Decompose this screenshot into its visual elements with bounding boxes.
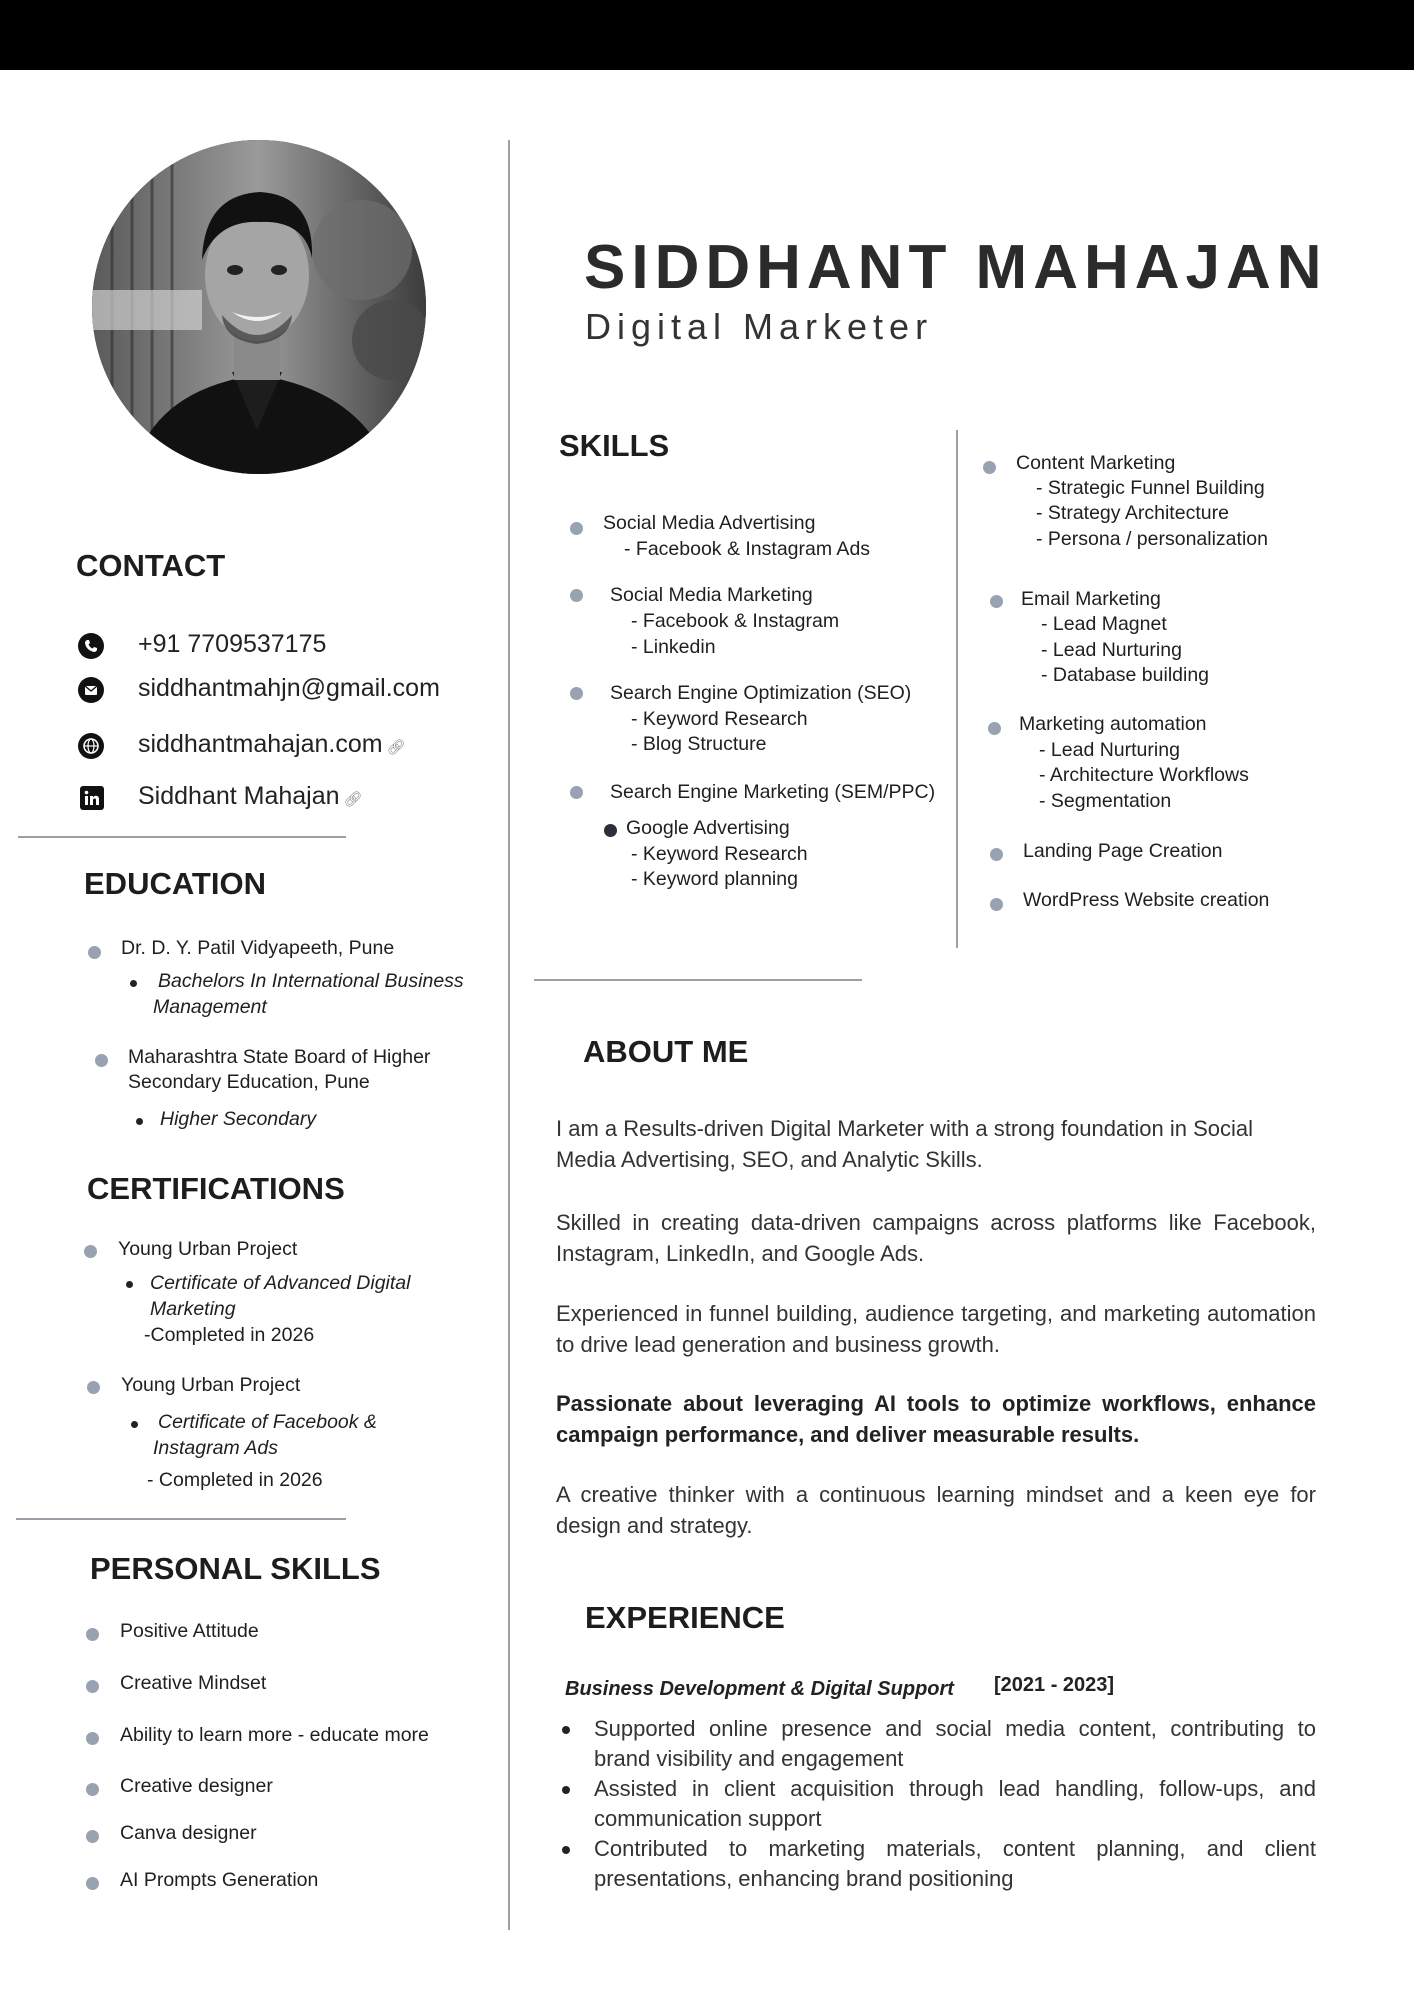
skill-sub: - Facebook & Instagram Ads <box>624 538 871 560</box>
website-link[interactable] <box>138 730 406 759</box>
experience-bullet: Contributed to marketing materials, content planning, and client presentations, enhancing brand positioning <box>594 1836 1316 1891</box>
skill-title: WordPress Website creation <box>1023 889 1270 911</box>
skill-sub: - Linkedin <box>631 636 716 658</box>
bullet-dot <box>87 1381 100 1394</box>
linkedin-text[interactable]: Siddhant Mahajan <box>138 782 340 810</box>
skill-title: Content Marketing <box>1016 452 1176 474</box>
skill-title: Search Engine Marketing (SEM/PPC) <box>610 781 936 803</box>
skill-sub: - Lead Magnet <box>1041 613 1167 635</box>
personal-skill-item: Creative Mindset <box>120 1672 267 1694</box>
personal-skill-item: Canva designer <box>120 1822 257 1844</box>
bullet-dot <box>126 1281 133 1288</box>
experience-bullet: Supported online presence and social media content, contributing to brand visibility and engagement <box>594 1716 1316 1771</box>
education-heading: EDUCATION <box>84 866 266 901</box>
contact-heading: CONTACT <box>76 548 226 583</box>
globe-icon <box>78 733 104 759</box>
bullet-dot <box>562 1786 570 1794</box>
skill-title: Search Engine Optimization (SEO) <box>610 682 912 704</box>
top-banner <box>0 0 1414 70</box>
skills-column-divider <box>956 430 958 948</box>
candidate-role: Digital Marketer <box>585 306 934 347</box>
experience-title: Business Development & Digital Support <box>565 1678 954 1700</box>
bullet-dot <box>604 824 617 837</box>
personal-skill-item: Ability to learn more - educate more <box>120 1724 429 1746</box>
education-institution: Maharashtra State Board of Higher <box>128 1046 431 1068</box>
bullet-dot <box>86 1680 99 1693</box>
certification-issuer: Young Urban Project <box>121 1374 301 1396</box>
experience-heading: EXPERIENCE <box>585 1600 785 1635</box>
bullet-dot <box>86 1877 99 1890</box>
skill-title: Email Marketing <box>1021 588 1161 610</box>
link-icon: 🔗︎ <box>343 791 363 808</box>
skill-title: Social Media Advertising <box>603 512 816 534</box>
skill-sub: - Blog Structure <box>631 733 767 755</box>
skill-sub: - Persona / personalization <box>1036 528 1268 550</box>
skill-sub-title: Google Advertising <box>626 817 790 839</box>
bullet-dot <box>86 1830 99 1843</box>
bullet-dot <box>86 1628 99 1641</box>
bullet-dot <box>983 461 996 474</box>
certifications-divider <box>16 1518 346 1520</box>
skill-sub: - Segmentation <box>1039 790 1172 812</box>
personal-skills-heading: PERSONAL SKILLS <box>90 1551 381 1586</box>
education-degree: Management <box>153 996 267 1018</box>
skill-sub: - Lead Nurturing <box>1039 739 1180 761</box>
about-paragraph: Passionate about leveraging AI tools to optimize workflows, enhance campaign performance, and deliver measurable results. <box>556 1391 1316 1447</box>
contact-divider <box>18 836 346 838</box>
certifications-heading: CERTIFICATIONS <box>87 1171 345 1206</box>
skill-title: Marketing automation <box>1019 713 1207 735</box>
bullet-dot <box>570 589 583 602</box>
experience-bullet: Assisted in client acquisition through lead handling, follow-ups, and communication support <box>594 1776 1316 1831</box>
column-divider <box>508 140 510 1930</box>
link-icon: 🔗︎ <box>386 739 406 756</box>
bullet-dot <box>562 1726 570 1734</box>
bullet-dot <box>86 1783 99 1796</box>
skill-sub: - Strategic Funnel Building <box>1036 477 1265 499</box>
about-paragraph: I am a Results-driven Digital Marketer with a strong foundation in Social Media Advertising, SEO, and Analytic Skills. <box>556 1116 1253 1172</box>
skill-sub: - Facebook & Instagram <box>631 610 840 632</box>
education-institution: Dr. D. Y. Patil Vidyapeeth, Pune <box>121 937 395 959</box>
skill-sub: - Keyword planning <box>631 868 798 890</box>
bullet-dot <box>131 1421 138 1428</box>
skill-title: Social Media Marketing <box>610 584 813 606</box>
candidate-name: SIDDHANT MAHAJAN <box>584 233 1328 302</box>
certification-issuer: Young Urban Project <box>118 1238 298 1260</box>
bullet-dot <box>570 522 583 535</box>
bullet-dot <box>84 1245 97 1258</box>
skill-sub: - Database building <box>1041 664 1210 686</box>
bullet-dot <box>95 1054 108 1067</box>
mail-icon <box>78 677 104 703</box>
personal-skill-item: Creative designer <box>120 1775 273 1797</box>
phone-number: +91 7709537175 <box>138 630 327 658</box>
skill-sub: - Lead Nurturing <box>1041 639 1182 661</box>
certification-status: - Completed in 2026 <box>147 1469 323 1491</box>
bullet-dot <box>990 898 1003 911</box>
skills-divider <box>534 979 862 981</box>
bullet-dot <box>136 1118 143 1125</box>
certification-title: Certificate of Advanced Digital <box>150 1272 411 1294</box>
certification-title: Instagram Ads <box>153 1437 278 1459</box>
education-degree: Bachelors In International Business <box>158 970 464 992</box>
skill-sub: - Architecture Workflows <box>1039 764 1249 786</box>
about-paragraph: Skilled in creating data-driven campaigns across platforms like Facebook, Instagram, LinkedIn, and Google Ads. <box>556 1210 1316 1266</box>
education-degree: Higher Secondary <box>160 1108 317 1130</box>
bullet-dot <box>990 595 1003 608</box>
bullet-dot <box>570 687 583 700</box>
skill-sub: - Keyword Research <box>631 708 808 730</box>
skill-sub: - Keyword Research <box>631 843 808 865</box>
bullet-dot <box>88 946 101 959</box>
website-text[interactable]: siddhantmahajan.com <box>138 730 383 758</box>
email-link[interactable]: siddhantmahjn@gmail.com <box>138 674 440 702</box>
profile-photo <box>92 140 426 474</box>
bullet-dot <box>130 980 137 987</box>
bullet-dot <box>562 1846 570 1854</box>
personal-skill-item: AI Prompts Generation <box>120 1869 319 1891</box>
education-institution: Secondary Education, Pune <box>128 1071 370 1093</box>
linkedin-icon <box>80 786 104 810</box>
certification-title: Marketing <box>150 1298 236 1320</box>
about-heading: ABOUT ME <box>583 1034 749 1069</box>
skill-sub: - Strategy Architecture <box>1036 502 1229 524</box>
certification-title: Certificate of Facebook & <box>158 1411 377 1433</box>
certification-status: -Completed in 2026 <box>144 1324 315 1346</box>
linkedin-link[interactable] <box>138 782 363 811</box>
bullet-dot <box>990 848 1003 861</box>
bullet-dot <box>570 786 583 799</box>
bullet-dot <box>86 1732 99 1745</box>
about-paragraph: A creative thinker with a continuous learning mindset and a keen eye for design and strategy. <box>556 1482 1316 1538</box>
personal-skill-item: Positive Attitude <box>120 1620 259 1642</box>
skills-heading: SKILLS <box>559 428 670 463</box>
bullet-dot <box>988 722 1001 735</box>
experience-date: [2021 - 2023] <box>994 1674 1115 1696</box>
about-paragraph: Experienced in funnel building, audience targeting, and marketing automation to drive lead generation and business growth. <box>556 1301 1316 1357</box>
phone-icon <box>78 633 104 659</box>
skill-title: Landing Page Creation <box>1023 840 1223 862</box>
